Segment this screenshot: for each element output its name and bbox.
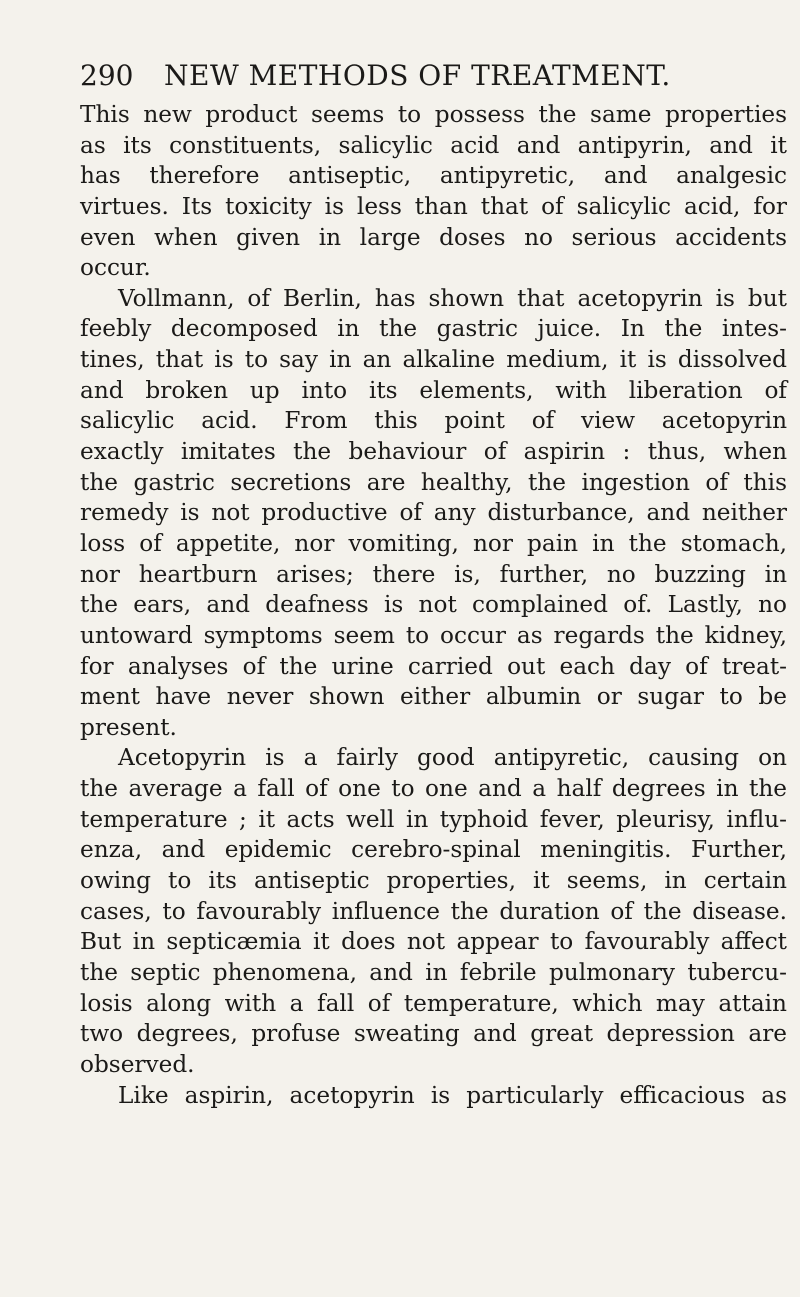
- text-line: even when given in large doses no serious accidents: [80, 223, 787, 251]
- text-line: losis along with a fall of temperature, which may attain: [80, 989, 787, 1017]
- text-line: But in septicæmia it does not appear to favourably affect: [80, 928, 787, 956]
- text-line: the ears, and deafness is not complained of. Lastly, no: [80, 591, 787, 619]
- text-line: two degrees, profuse sweating and great depression are: [80, 1020, 787, 1048]
- text-line: present.: [80, 713, 177, 741]
- running-title: NEW METHODS OF TREATMENT.: [164, 59, 671, 92]
- page-number: 290: [80, 59, 134, 92]
- text-line: salicylic acid. From this point of view acetopyrin: [80, 407, 787, 435]
- text-line: untoward symptoms seem to occur as regards the kidney,: [80, 621, 787, 649]
- text-line: occur.: [80, 254, 151, 282]
- text-line: Acetopyrin is a fairly good antipyretic, causing on: [118, 744, 787, 772]
- text-line: feebly decomposed in the gastric juice. In the intes-: [80, 315, 787, 343]
- text-line: for analyses of the urine carried out each day of treat-: [80, 652, 787, 680]
- text-line: enza, and epidemic cerebro-spinal meningitis. Further,: [80, 836, 787, 864]
- text-line: the gastric secretions are healthy, the ingestion of this: [80, 468, 787, 496]
- text-line: and broken up into its elements, with liberation of: [80, 376, 787, 404]
- text-line: virtues. Its toxicity is less than that of salicylic acid, for: [80, 192, 787, 220]
- text-line: the average a fall of one to one and a half degrees in the: [80, 775, 787, 803]
- text-line: has therefore antiseptic, antipyretic, and analgesic: [80, 162, 787, 190]
- page-header: [80, 56, 800, 96]
- text-line: remedy is not productive of any disturbance, and neither: [80, 499, 787, 527]
- text-line: Vollmann, of Berlin, has shown that acetopyrin is but: [118, 284, 787, 312]
- paragraph-vollmann: [80, 284, 787, 744]
- text-line: as its constituents, salicylic acid and antipyrin, and it: [80, 131, 787, 159]
- text-line: tines, that is to say in an alkaline medium, it is dissolved: [80, 346, 787, 374]
- body-text: [80, 100, 787, 1111]
- paragraph-aspirin: [80, 1081, 787, 1112]
- text-line: the septic phenomena, and in febrile pulmonary tubercu-: [80, 958, 787, 986]
- text-line: temperature ; it acts well in typhoid fever, pleurisy, influ-: [80, 805, 787, 833]
- text-line: loss of appetite, nor vomiting, nor pain in the stomach,: [80, 529, 787, 557]
- text-line: exactly imitates the behaviour of aspirin : thus, when: [80, 438, 787, 466]
- text-line: cases, to favourably influence the duration of the disease.: [80, 897, 787, 925]
- text-line: This new product seems to possess the same properties: [80, 101, 787, 128]
- paragraph-properties: [80, 100, 787, 284]
- text-line: owing to its antiseptic properties, it seems, in certain: [80, 867, 787, 895]
- paragraph-antipyretic: [80, 743, 787, 1080]
- text-line: Like aspirin, acetopyrin is particularly efficacious as: [118, 1081, 787, 1109]
- text-line: nor heartburn arises; there is, further, no buzzing in: [80, 560, 787, 588]
- text-line: observed.: [80, 1050, 195, 1078]
- text-line: ment have never shown either albumin or sugar to be: [80, 683, 787, 711]
